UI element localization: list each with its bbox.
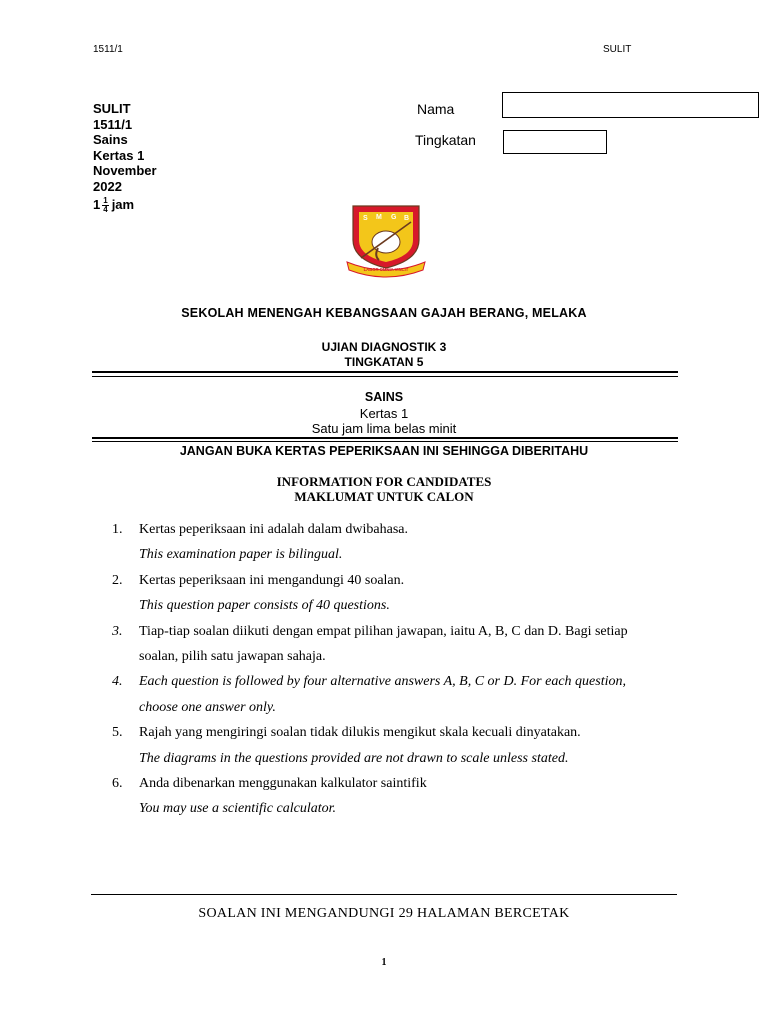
divider-mid-thin [92, 441, 678, 442]
instruction-ms: Rajah yang mengiringi soalan tidak dilukis mengikut skala kecuali dinyatakan. [139, 725, 581, 741]
warning-text: JANGAN BUKA KERTAS PEPERIKSAAN INI SEHINGGA DIBERITAHU [179, 444, 589, 458]
page-number: 1 [381, 957, 387, 968]
instruction-item [112, 517, 682, 568]
duration-whole: 1 [93, 196, 101, 212]
instruction-en: Each question is followed by four alternative answers A, B, C or D. For each question, [139, 674, 626, 690]
exam-form-level: TINGKATAN 5 [344, 355, 424, 369]
name-field[interactable] [502, 92, 759, 118]
exam-title: UJIAN DIAGNOSTIK 3 [321, 340, 447, 354]
duration-unit: jam [111, 196, 135, 212]
school-name: SEKOLAH MENENGAH KEBANGSAAN GAJAH BERANG, MELAKA [181, 306, 587, 320]
instruction-ms: Kertas peperiksaan ini mengandungi 40 soalan. [139, 572, 405, 588]
instruction-item [112, 771, 682, 822]
subject-name: SAINS [364, 390, 404, 404]
school-crest-icon [341, 198, 431, 280]
info-title-en: INFORMATION FOR CANDIDATES [276, 474, 492, 489]
footer-divider [91, 894, 677, 895]
instruction-ms: Anda dibenarkan menggunakan kalkulator saintifik [139, 775, 427, 791]
logo-initial-b: B [404, 215, 410, 222]
instruction-number: 1. [112, 522, 123, 537]
fraction-numerator: 1 [103, 195, 108, 205]
instruction-list [112, 517, 682, 822]
instruction-number: 4. [112, 674, 123, 690]
instruction-number: 2. [112, 572, 123, 588]
fraction-denominator: 4 [103, 204, 108, 214]
logo-motto: LABOR OMNIA VINCIT [363, 267, 409, 272]
subject-label: Sains [93, 132, 128, 148]
duration-fraction [102, 197, 108, 214]
class-field[interactable] [503, 130, 607, 154]
info-title-ms: MAKLUMAT UNTUK CALON [294, 489, 474, 504]
divider-top-thin [92, 376, 678, 377]
instruction-number: 6. [112, 775, 123, 791]
instruction-ms-cont: soalan, pilih satu jawapan sahaja. [139, 648, 326, 664]
instruction-en: The diagrams in the questions provided are not drawn to scale unless stated. [139, 750, 569, 766]
divider-top-thick [92, 371, 678, 373]
duration-label [93, 197, 157, 214]
paper-label: Kertas 1 [93, 147, 145, 163]
header-classification: SULIT [603, 44, 632, 55]
logo-initial-g: G [391, 214, 397, 221]
instruction-en: You may use a scientific calculator. [139, 801, 337, 817]
instruction-en-cont: choose one answer only. [139, 699, 276, 715]
instruction-item [112, 720, 682, 771]
subject-paper: Kertas 1 [359, 406, 409, 421]
paper-code: 1511/1 [93, 116, 133, 132]
classification-label: SULIT [93, 101, 131, 116]
logo-initial-s: S [363, 215, 368, 222]
instruction-ms: Tiap-tiap soalan diikuti dengan empat pilihan jawapan, iaitu A, B, C dan D. Bagi setiap [139, 623, 628, 639]
month-label: November [93, 163, 157, 179]
logo-initial-m: M [376, 214, 382, 221]
class-label: Tingkatan [415, 132, 476, 148]
year-label: 2022 [93, 178, 122, 194]
name-label: Nama [417, 101, 455, 117]
instruction-number: 5. [112, 725, 123, 741]
header-code: 1511/1 [93, 44, 123, 55]
divider-mid-thick [92, 437, 678, 439]
paper-info-block [93, 101, 157, 214]
subject-duration: Satu jam lima belas minit [311, 421, 457, 436]
instruction-number: 3. [112, 623, 123, 639]
instruction-item [112, 568, 682, 619]
school-logo [341, 198, 431, 280]
instruction-item [112, 619, 682, 721]
footer-pages-text: SOALAN INI MENGANDUNGI 29 HALAMAN BERCETAK [198, 906, 570, 921]
instruction-en: This examination paper is bilingual. [139, 547, 343, 563]
instruction-en: This question paper consists of 40 questions. [139, 598, 390, 614]
instruction-ms: Kertas peperiksaan ini adalah dalam dwibahasa. [139, 522, 409, 537]
